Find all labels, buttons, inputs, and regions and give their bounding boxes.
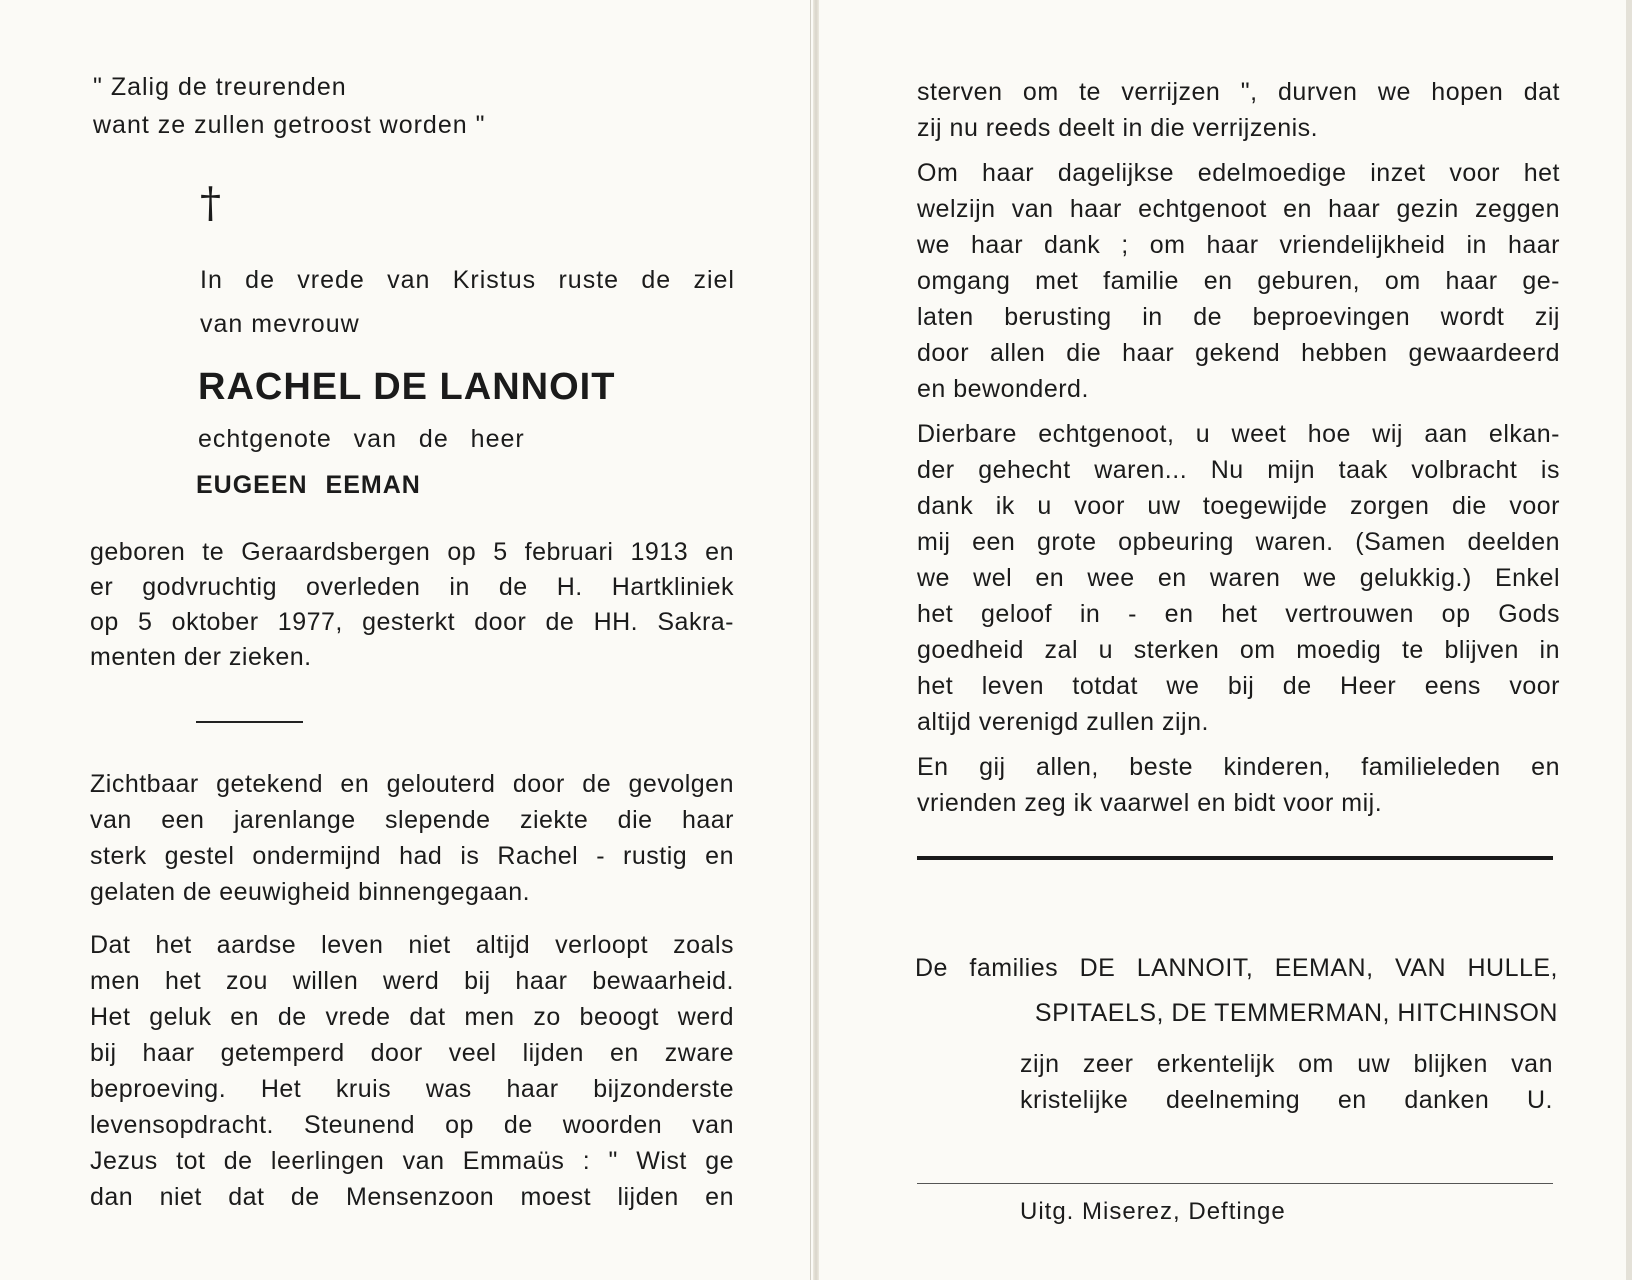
memorial-text — [917, 74, 1560, 830]
text-line: er godvruchtig overleden in de H. Hartkliniek — [90, 573, 734, 601]
text-line: En gij allen, beste kinderen, familieleden en — [917, 753, 1560, 781]
memorial-paragraph — [90, 927, 734, 1215]
cross-icon: † — [200, 178, 221, 227]
text-line: van mevrouw — [200, 310, 360, 338]
text-line: Zichtbaar getekend en gelouterd door de gevolgen — [90, 770, 734, 798]
text-line: men het zou willen werd bij haar bewaarheid. — [90, 967, 734, 995]
spouse-intro: echtgenote van de heer — [198, 425, 525, 453]
deceased-name: RACHEL DE LANNOIT — [198, 366, 616, 408]
text-line: we wel en wee en waren we gelukkig.) Enkel — [917, 564, 1560, 592]
text-line: door allen die haar gekend hebben gewaardeerd — [917, 339, 1560, 367]
text-line: het leven totdat we bij de Heer eens voor — [917, 672, 1560, 700]
text-line: van een jarenlange slepende ziekte die haar — [90, 806, 734, 834]
text-line: gelaten de eeuwigheid binnengegaan. — [90, 878, 531, 906]
memorial-paragraph — [90, 766, 734, 910]
birth-death-details — [90, 535, 734, 675]
text-line: op 5 oktober 1977, gesterkt door de HH. Sakra- — [90, 608, 734, 636]
text-line: kristelijke deelneming en danken U. — [1020, 1086, 1553, 1114]
text-line: en bewonderd. — [917, 375, 1089, 403]
memorial-paragraph — [917, 416, 1560, 740]
text-line: bij haar getemperd door veel lijden en zware — [90, 1039, 734, 1067]
text-line: omgang met familie en geburen, om haar ge- — [917, 267, 1560, 295]
text-line: De families DE LANNOIT, EEMAN, VAN HULLE, — [915, 954, 1558, 982]
text-line: geboren te Geraardsbergen op 5 februari 1913 en — [90, 538, 734, 566]
text-line: laten berusting in de beproevingen wordt zij — [917, 303, 1560, 331]
text-line: dan niet dat de Mensenzoon moest lijden en — [90, 1183, 734, 1211]
divider — [917, 1183, 1553, 1184]
text-line: want ze zullen getroost worden " — [93, 111, 486, 139]
text-line: mij een grote opbeuring waren. (Samen deelden — [917, 528, 1560, 556]
card-fold — [813, 0, 819, 1280]
memorial-paragraph — [917, 155, 1560, 407]
gratitude-text — [1020, 1046, 1553, 1118]
text-line: menten der zieken. — [90, 643, 312, 671]
text-line: Dat het aardse leven niet altijd verloopt zoals — [90, 931, 734, 959]
text-line: " Zalig de treurenden — [93, 73, 347, 101]
text-line: In de vrede van Kristus ruste de ziel — [200, 266, 735, 294]
text-line: we haar dank ; om haar vriendelijkheid in haar — [917, 231, 1560, 259]
text-line: zijn zeer erkentelijk om uw blijken van — [1020, 1050, 1553, 1078]
card-edge — [1626, 0, 1632, 1280]
text-line: der gehecht waren... Nu mijn taak volbracht is — [917, 456, 1560, 484]
text-line: het geloof in - en het vertrouwen op Gods — [917, 600, 1560, 628]
text-line: Jezus tot de leerlingen van Emmaüs : " Wist ge — [90, 1147, 734, 1175]
fold-shadow — [810, 0, 811, 1280]
text-line: goedheid zal u sterken om moedig te blijven in — [917, 636, 1560, 664]
publisher-credit: Uitg. Miserez, Deftinge — [1020, 1198, 1286, 1225]
beatitude-quote — [93, 68, 563, 144]
text-line: sterk gestel ondermijnd had is Rachel - rustig en — [90, 842, 734, 870]
text-line: Het geluk en de vrede dat men zo beoogt werd — [90, 1003, 734, 1031]
text-line: Dierbare echtgenoot, u weet hoe wij aan elkan- — [917, 420, 1560, 448]
memorial-paragraph — [917, 749, 1560, 821]
text-line: vrienden zeg ik vaarwel en bidt voor mij. — [917, 789, 1383, 817]
text-line: Om haar dagelijkse edelmoedige inzet voor het — [917, 159, 1560, 187]
text-line: levensopdracht. Steunend op de woorden van — [90, 1111, 734, 1139]
text-line: welzijn van haar echtgenoot en haar gezin zeggen — [917, 195, 1560, 223]
divider — [917, 856, 1553, 860]
text-line: zij nu reeds deelt in die verrijzenis. — [917, 114, 1319, 142]
text-line: dank ik u voor uw toegewijde zorgen die voor — [917, 492, 1560, 520]
text-line: beproeving. Het kruis was haar bijzonderste — [90, 1075, 734, 1103]
divider — [196, 721, 303, 723]
text-line: altijd verenigd zullen zijn. — [917, 708, 1209, 736]
memorial-paragraph — [917, 74, 1560, 146]
text-line: SPITAELS, DE TEMMERMAN, HITCHINSON — [1034, 999, 1558, 1027]
families-list — [915, 946, 1558, 1036]
text-line: sterven om te verrijzen ", durven we hopen dat — [917, 78, 1560, 106]
spouse-name: EUGEEN EEMAN — [196, 471, 421, 499]
intro-text — [200, 258, 735, 346]
